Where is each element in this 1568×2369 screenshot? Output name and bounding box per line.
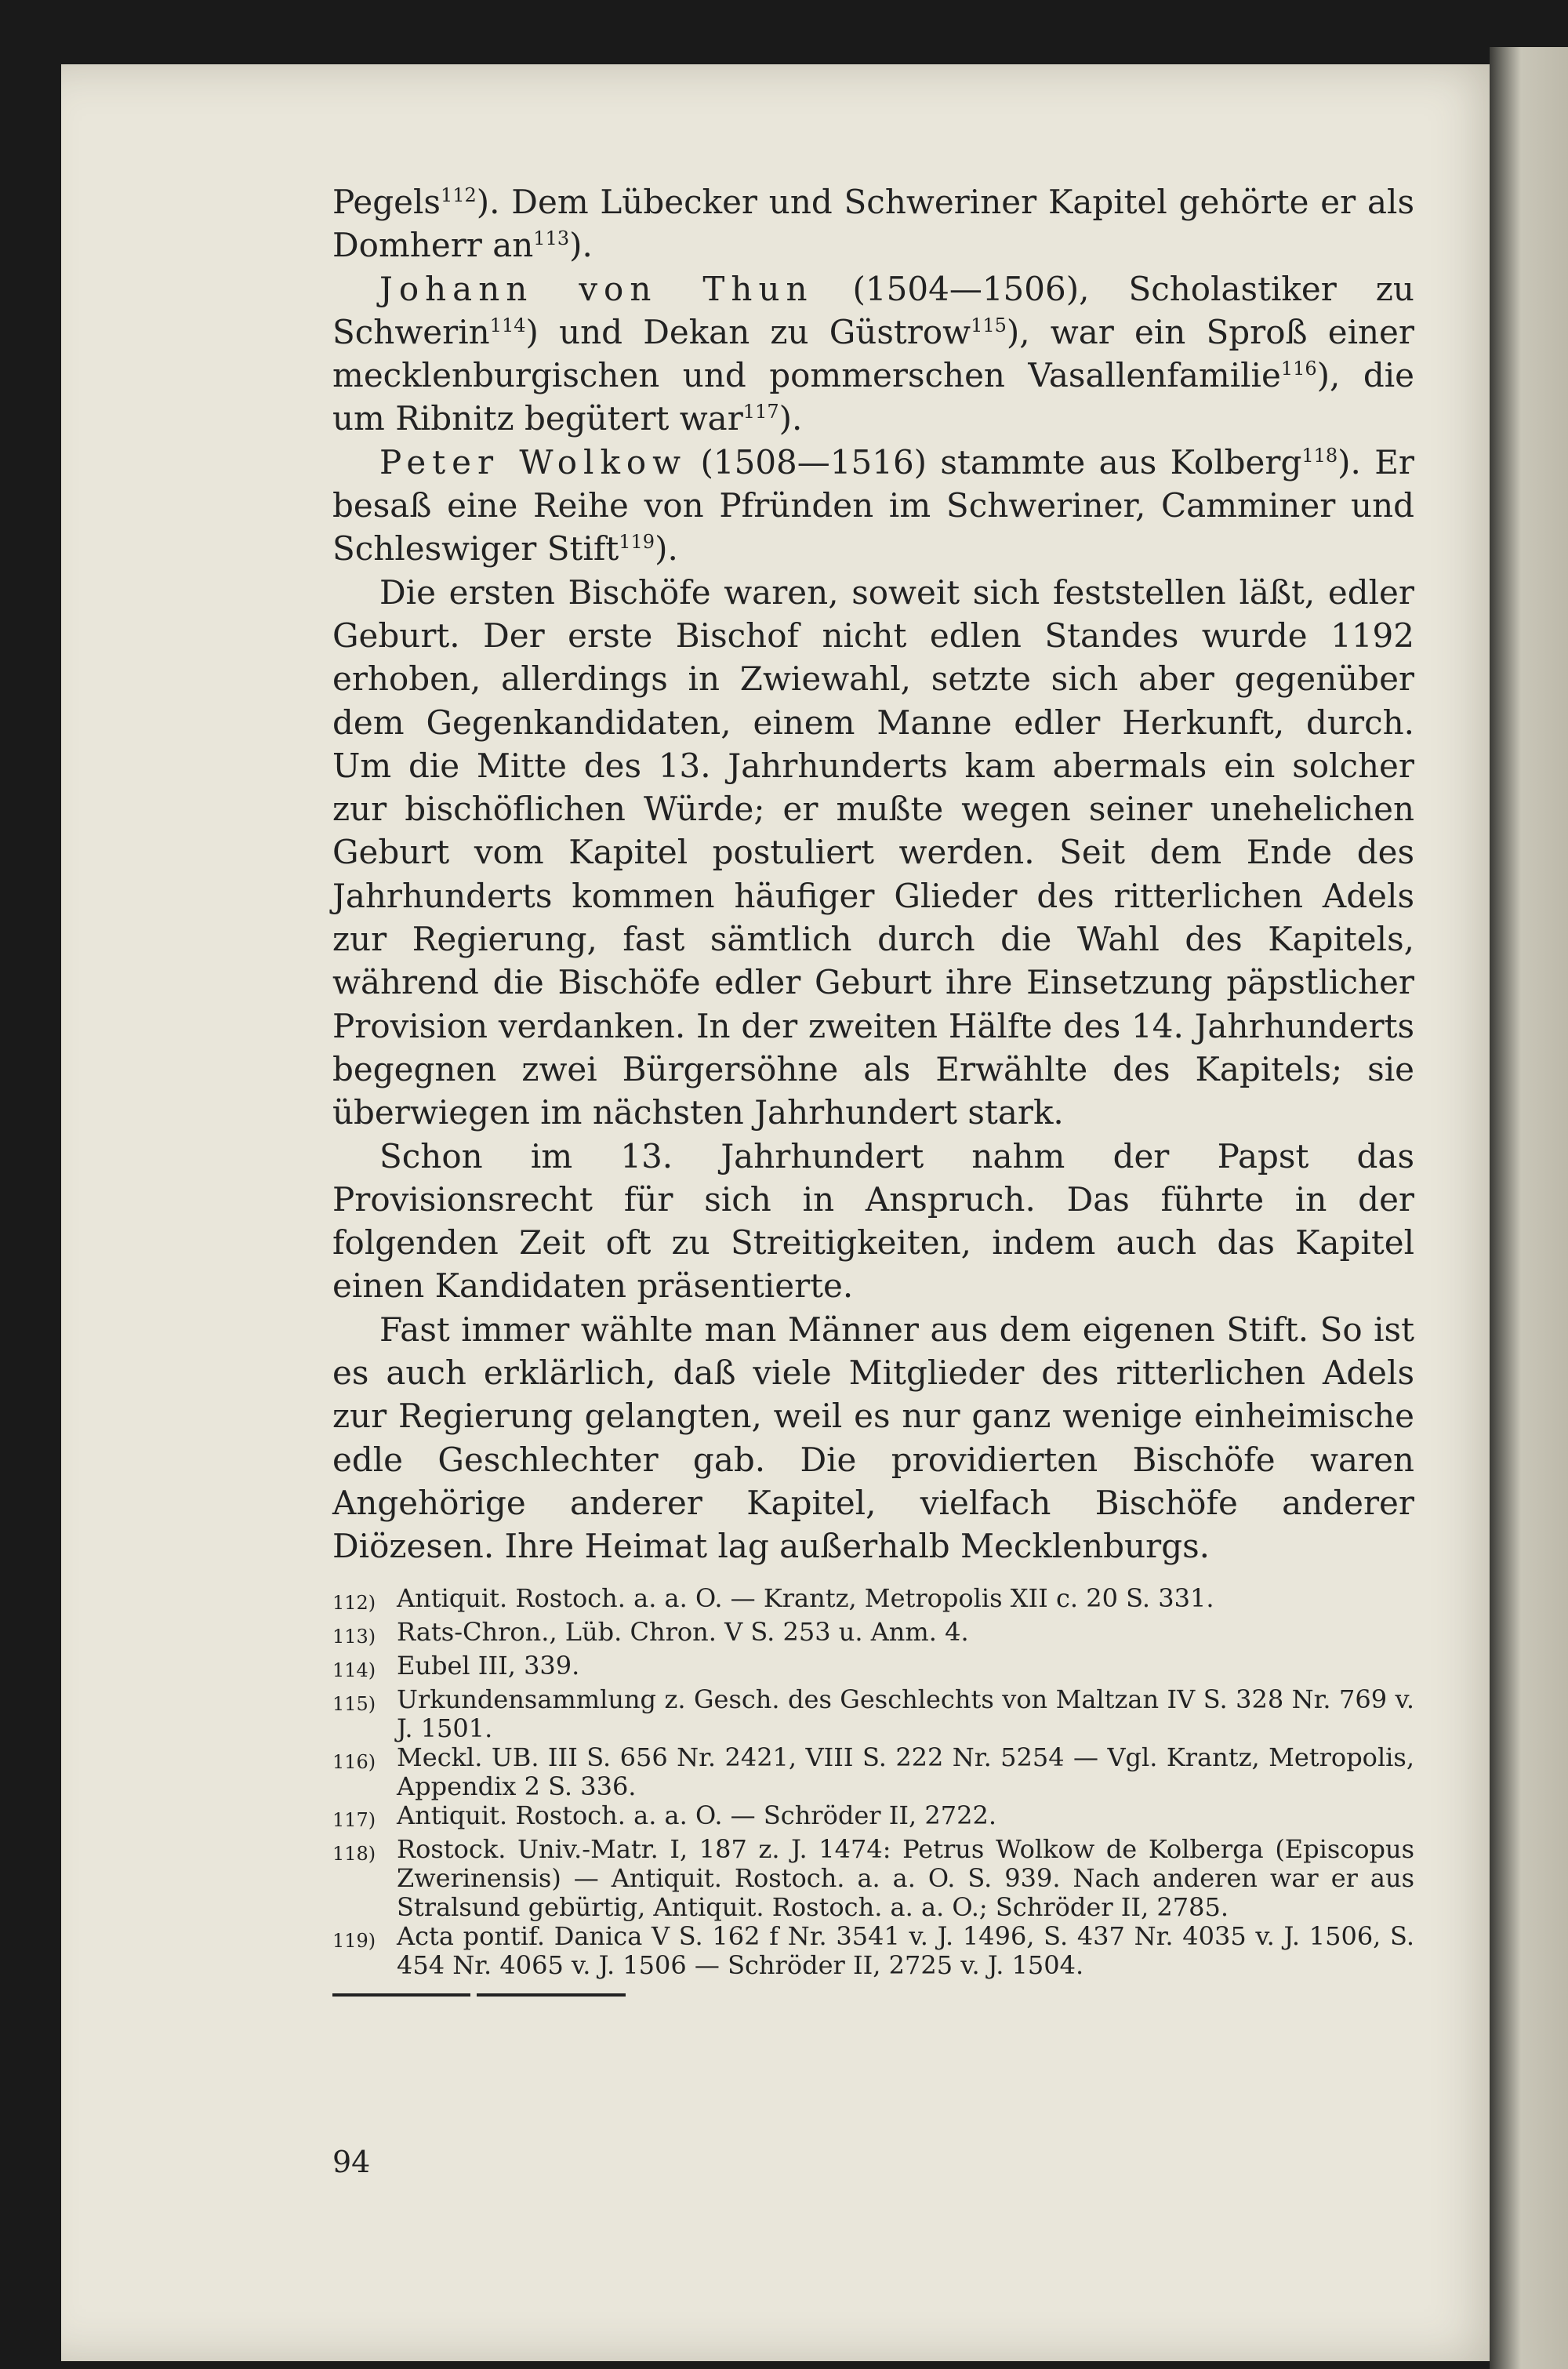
end-rule [332, 1993, 626, 1997]
footnote: 118) Rostock. Univ.-Matr. I, 187 z. J. 1474: Petrus Wolkow de Kolberga (Episcopus Zwerinensis) — Antiquit. Rostoch. a. a. O. S. 939. Nach anderen war er aus Stralsund gebürtig, Antiquit. Rostoch. a. a. O.; Schröder II, 2785. [332, 1833, 1414, 1922]
paragraph-4: Die ersten Bischöfe waren, soweit sich feststellen läßt, edler Geburt. Der erste Bischof nicht edlen Standes wurde 1192 erhoben, allerdings in Zwiewahl, setzte sich aber gegenüber dem Gegenkandidaten, einem Manne edler Herkunft, durch. Um die Mitte des 13. Jahrhunderts kam abermals ein solcher zur bischöflichen Würde; er mußte wegen seiner unehelichen Geburt vom Kapitel postuliert werden. Seit dem Ende des Jahrhunderts kommen häufiger Glieder des ritterlichen Adels zur Regierung, fast sämtlich durch die Wahl des Kapitels, während die Bischöfe edler Geburt ihre Einsetzung päpstlicher Provision verdanken. In der zweiten Hälfte des 14. Jahrhunderts begegnen zwei Bürgersöhne als Erwählte des Kapitels; sie überwiegen im nächsten Jahrhundert stark. [332, 572, 1414, 1132]
footnote: 114) Eubel III, 339. [332, 1650, 580, 1681]
paragraph-2: Johann von Thun (1504—1506), Scholastiker zu Schwerin$^{114}$) und Dekan zu Güstrow$^{115}$), war ein Sproß einer mecklenburgischen und pommerschen Vasallenfamilie$^{116}$), die um Ribnitz begütert war$^{117}$). [332, 269, 1415, 438]
page-number: 94 [332, 2145, 371, 2179]
footnote: 116) Meckl. UB. III S. 656 Nr. 2421, VIII S. 222 Nr. 5254 — Vgl. Krantz, Metropolis, Appendix 2 S. 336. [332, 1742, 1414, 1801]
footnote: 113) Rats-Chron., Lüb. Chron. V S. 253 u. Anm. 4. [332, 1616, 969, 1648]
end-rule-gap [470, 1992, 477, 1998]
footnotes [332, 1584, 1414, 1980]
page-gutter [1490, 47, 1568, 2369]
page-content [332, 180, 1414, 1980]
paragraph-6: Fast immer wählte man Männer aus dem eigenen Stift. So ist es auch erklärlich, daß viele Mitglieder des ritterlichen Adels zur Regierung gelangten, weil es nur ganz wenige einheimische edle Geschlechter gab. Die providierten Bischöfe waren Angehörige anderer Kapitel, vielfach Bischöfe anderer Diözesen. Ihre Heimat lag außerhalb Mecklenburgs. [332, 1310, 1414, 1566]
footnote: 119) Acta pontif. Danica V S. 162 f Nr. 3541 v. J. 1496, S. 437 Nr. 4035 v. J. 1506, S. 454 Nr. 4065 v. J. 1506 — Schröder II, 2725 v. J. 1504. [332, 1920, 1414, 1980]
paragraph-5: Schon im 13. Jahrhundert nahm der Papst das Provisionsrecht für sich in Anspruch. Das führte in der folgenden Zeit oft zu Streitigkeiten, indem auch das Kapitel einen Kandidaten präsentierte. [332, 1136, 1414, 1306]
paragraph-3: Peter Wolkow (1508—1516) stammte aus Kolberg$^{118}$). Er besaß eine Reihe von Pfründen im Schweriner, Camminer und Schleswiger Stift$^{119}$). [332, 442, 1414, 569]
footnote: 117) Antiquit. Rostoch. a. a. O. — Schröder II, 2722. [332, 1800, 996, 1831]
main-text [332, 180, 1414, 1568]
footnote: 112) Antiquit. Rostoch. a. a. O. — Krantz, Metropolis XII c. 20 S. 331. [332, 1582, 1214, 1614]
paragraph-1: Pegels$^{112}$). Dem Lübecker und Schweriner Kapitel gehörte er als Domherr $an^{113}$). [332, 183, 1414, 265]
footnote: 115) Urkundensammlung z. Gesch. des Geschlechts von Maltzan IV S. 328 Nr. 769 v. J. 1501. [332, 1684, 1414, 1743]
